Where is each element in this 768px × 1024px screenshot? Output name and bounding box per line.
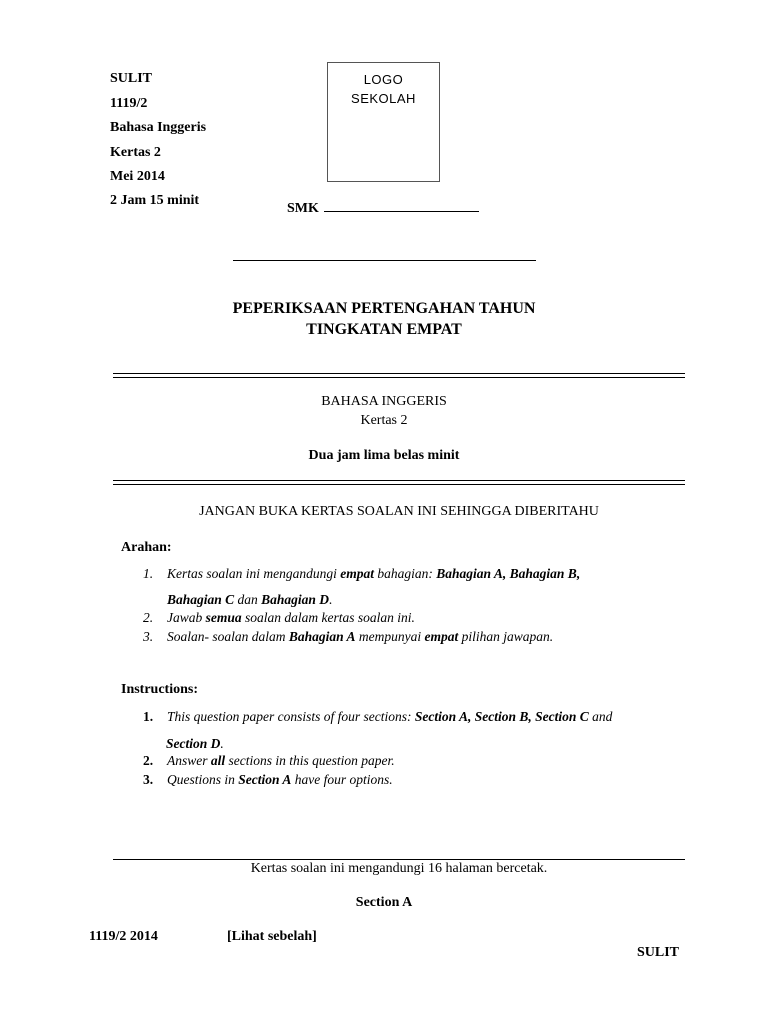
instructions-item-3-section: Section A	[238, 772, 292, 787]
instructions-item-3-text: Questions in	[167, 772, 239, 787]
arahan-dan: dan	[234, 592, 262, 607]
instructions-item-1-text: This question paper consists of four sections:	[167, 709, 415, 724]
turn-over-note: [Lihat sebelah]	[227, 929, 317, 944]
arahan-item-1-cont	[167, 592, 332, 608]
instructions-item-3	[145, 772, 393, 788]
arahan-item-1-text: Kertas soalan ini mengandungi	[167, 566, 341, 581]
arahan-item-2-text-2: soalan dalam kertas soalan ini.	[241, 610, 415, 625]
subject-heading: BAHASA INGGERIS	[321, 394, 447, 409]
arahan-item-3-section: Bahagian A	[288, 629, 356, 644]
exam-title-line2: TINGKATAN EMPAT	[306, 321, 462, 338]
section-label: Section A	[355, 895, 413, 910]
school-logo-placeholder	[327, 62, 440, 182]
arahan-item-1-number: 1.	[143, 566, 154, 581]
duration-heading: Dua jam lima belas minit	[308, 448, 460, 463]
divider-top-2	[113, 377, 685, 378]
arahan-item-3-number: 3.	[143, 629, 154, 644]
instructions-heading: Instructions:	[121, 682, 199, 697]
instructions-item-1-cont	[166, 736, 224, 752]
instructions-item-2-bold: all	[210, 753, 226, 768]
exam-date: Mei 2014	[110, 169, 165, 184]
arahan-item-1-text-2: bahagian:	[374, 566, 437, 581]
logo-text-line1: LOGO	[363, 72, 404, 87]
smk-blank-line	[324, 199, 479, 212]
footer-divider	[113, 859, 685, 860]
arahan-item-1-sections: Bahagian A, Bahagian B,	[436, 566, 581, 581]
logo-text-line2: SEKOLAH	[351, 91, 416, 106]
do-not-open-warning: JANGAN BUKA KERTAS SOALAN INI SEHINGGA DIBERITAHU	[199, 504, 599, 519]
arahan-item-3	[145, 629, 553, 645]
arahan-heading: Arahan:	[121, 540, 172, 555]
instructions-item-2-number: 2.	[143, 753, 154, 768]
arahan-item-1-bold: empat	[340, 566, 375, 581]
instructions-item-3-number: 3.	[143, 772, 154, 787]
divider-mid-1	[113, 480, 685, 481]
arahan-item-3-text: Soalan- soalan dalam	[167, 629, 289, 644]
sulit-label-top: SULIT	[110, 71, 153, 86]
subject-name: Bahasa Inggeris	[110, 120, 207, 135]
arahan-item-1	[145, 566, 580, 582]
instructions-item-1-number: 1.	[143, 709, 154, 724]
paper-heading: Kertas 2	[360, 413, 408, 428]
arahan-item-3-text-3: pilihan jawapan.	[458, 629, 554, 644]
instructions-item-2-text: Answer	[167, 753, 211, 768]
divider-mid-2	[113, 484, 685, 485]
smk-field	[287, 199, 479, 217]
exam-title-line1: PEPERIKSAAN PERTENGAHAN TAHUN	[232, 300, 536, 317]
instructions-item-2-text-2: sections in this question paper.	[225, 753, 395, 768]
instructions-item-1-sections: Section A, Section B, Section C	[414, 709, 589, 724]
instructions-item-3-text-2: have four options.	[291, 772, 393, 787]
paper-code: 1119/2	[110, 96, 148, 111]
exam-duration: 2 Jam 15 minit	[110, 193, 200, 208]
sulit-label-bottom: SULIT	[637, 945, 680, 960]
footer-code-year: 1119/2 2014	[89, 929, 158, 944]
arahan-item-2	[145, 610, 415, 626]
arahan-item-2-number: 2.	[143, 610, 154, 625]
smk-label: SMK	[287, 201, 319, 216]
arahan-item-3-text-2: mempunyai	[355, 629, 425, 644]
instructions-period: .	[220, 736, 224, 751]
instructions-item-1-and: and	[588, 709, 613, 724]
instructions-section-d: Section D	[166, 736, 221, 751]
arahan-section-d: Bahagian D	[261, 592, 330, 607]
name-blank-line	[233, 260, 536, 261]
arahan-item-3-bold: empat	[424, 629, 459, 644]
divider-top-1	[113, 373, 685, 374]
instructions-item-1	[145, 709, 612, 725]
arahan-item-2-bold: semua	[205, 610, 242, 625]
paper-number: Kertas 2	[110, 145, 161, 160]
arahan-period: .	[329, 592, 333, 607]
arahan-item-2-text: Jawab	[167, 610, 206, 625]
page-count-note: Kertas soalan ini mengandungi 16 halaman bercetak.	[250, 861, 548, 876]
instructions-item-2	[145, 753, 395, 769]
arahan-section-c: Bahagian C	[167, 592, 235, 607]
